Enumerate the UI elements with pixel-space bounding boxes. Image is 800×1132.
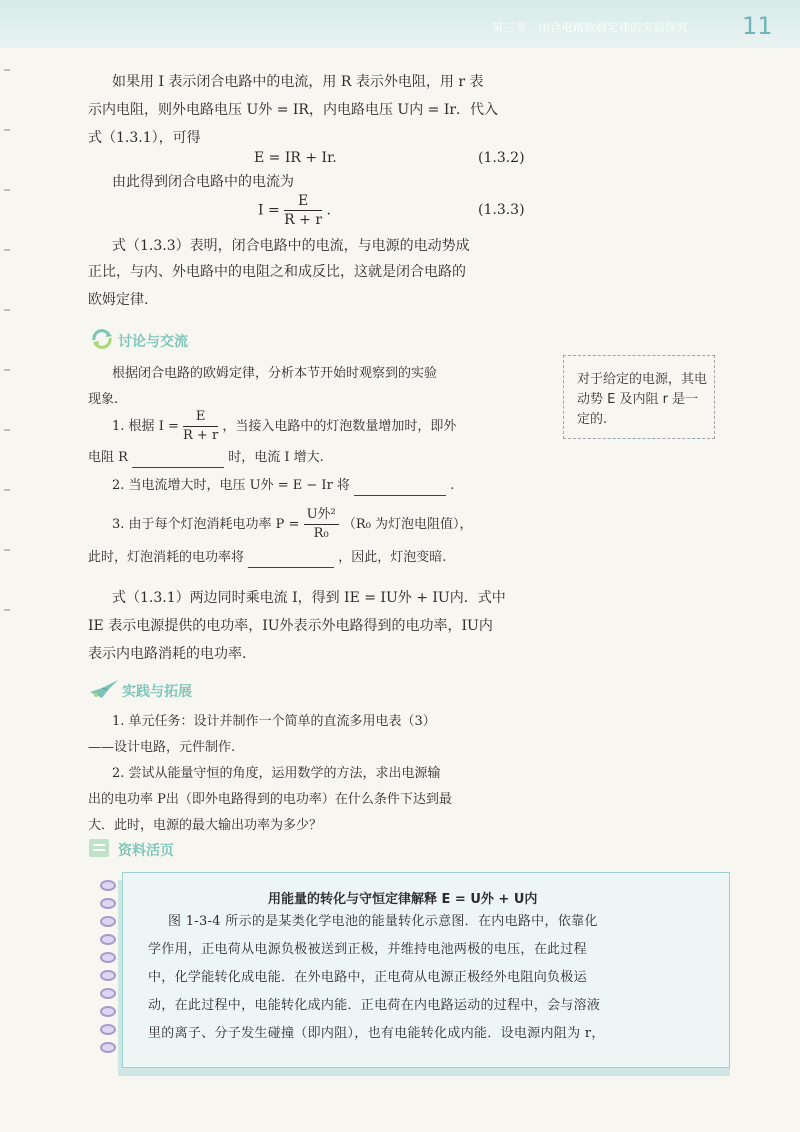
spiral-ring bbox=[100, 1042, 116, 1053]
spiral-ring bbox=[100, 934, 116, 945]
question-1-denominator: R + r bbox=[183, 428, 219, 443]
answer-blank-3[interactable] bbox=[248, 551, 334, 568]
question-2 bbox=[112, 476, 454, 496]
spiral-ring bbox=[100, 898, 116, 909]
resources-title: 资料活页 bbox=[118, 843, 174, 859]
margin-ticks bbox=[4, 60, 10, 620]
spiral-ring bbox=[100, 1006, 116, 1017]
equation-tail: . bbox=[326, 202, 331, 219]
question-3-suffix: （R₀ 为灯泡电阻值）， bbox=[342, 517, 473, 532]
spiral-ring bbox=[100, 880, 116, 891]
section-title: 闭合电路欧姆定律的实验探究 bbox=[538, 21, 688, 34]
info-box-line-1: 图 1-3-4 所示的是某类化学电池的能量转化示意图．在内电路中，依靠化 bbox=[168, 914, 598, 929]
intro-line-6: 正比，与内、外电路中的电阻之和成反比，这就是闭合电路的 bbox=[88, 264, 466, 280]
spiral-ring bbox=[100, 988, 116, 999]
info-box-line-5: 里的离子、分子发生碰撞（即内阻），也有电能转化成内能．设电源内阻为 r， bbox=[148, 1026, 605, 1041]
practice-item-2a: 2. 尝试从能量守恒的角度，运用数学的方法，求出电源输 bbox=[112, 766, 441, 781]
question-3b-prefix: 此时，灯泡消耗的电功率将 bbox=[88, 550, 245, 565]
equation-number-1-3-2: (1.3.2) bbox=[478, 150, 525, 166]
discussion-intro-b: 现象. bbox=[88, 392, 119, 407]
question-3-fraction bbox=[304, 506, 339, 543]
power-line-3: 表示内电路消耗的电功率. bbox=[88, 646, 247, 662]
question-3-numerator: U外² bbox=[304, 506, 339, 525]
question-1b-suffix: 时，电流 I 增大. bbox=[228, 450, 324, 465]
power-line-1: 式（1.3.1）两边同时乘电流 I，得到 IE = IU外 + IU内．式中 bbox=[112, 590, 506, 606]
question-1b-prefix: 电阻 R bbox=[88, 450, 128, 465]
question-3 bbox=[112, 506, 473, 543]
spiral-ring bbox=[100, 952, 116, 963]
question-1-fraction bbox=[183, 408, 218, 445]
sidenote-text: 对于给定的电源，其电动势 E 及内阻 r 是一定的. bbox=[577, 372, 708, 427]
info-box-line-2: 学作用，正电荷从电源负极被送到正极，并维持电池两极的电压，在此过程 bbox=[148, 942, 587, 957]
question-3b-suffix: ，因此，灯泡变暗. bbox=[338, 550, 447, 565]
question-2-prefix: 2. 当电流增大时，电压 U外 = E − Ir 将 bbox=[112, 478, 350, 493]
question-1-line-2 bbox=[88, 448, 324, 468]
fraction-denominator: R + r bbox=[284, 212, 323, 228]
intro-line-7: 欧姆定律. bbox=[88, 292, 149, 308]
spiral-ring bbox=[100, 1024, 116, 1035]
practice-item-2c: 大．此时，电源的最大输出功率为多少？ bbox=[88, 818, 323, 833]
intro-line-5: 式（1.3.3）表明，闭合电路中的电流，与电源的电动势成 bbox=[112, 238, 470, 254]
question-1 bbox=[112, 408, 456, 445]
question-3-denominator: R₀ bbox=[313, 526, 329, 541]
question-1-numerator: E bbox=[183, 408, 218, 427]
equation-number-1-3-3: (1.3.3) bbox=[478, 202, 525, 218]
intro-line-2: 示内电阻，则外电路电压 U外 = IR，内电路电压 U内 = Ir．代入 bbox=[88, 102, 499, 118]
spiral-binding bbox=[100, 880, 136, 1060]
practice-icon bbox=[88, 678, 120, 700]
answer-blank-1[interactable] bbox=[132, 451, 224, 468]
fraction bbox=[284, 192, 322, 229]
page-number: 11 bbox=[742, 12, 773, 40]
question-1-suffix: ，当接入电路中的灯泡数量增加时，即外 bbox=[222, 419, 457, 434]
practice-item-1b: ——设计电路，元件制作. bbox=[88, 740, 236, 755]
answer-blank-2[interactable] bbox=[354, 479, 446, 496]
spiral-ring bbox=[100, 970, 116, 981]
discussion-icon bbox=[90, 328, 116, 350]
practice-item-2b: 出的电功率 P出（即外电路得到的电功率）在什么条件下达到最 bbox=[88, 792, 452, 807]
intro-line-4: 由此得到闭合电路中的电流为 bbox=[112, 174, 294, 190]
info-box-line-4: 动，在此过程中，电能转化成内能．正电荷在内电路运动的过程中，会与溶液 bbox=[148, 998, 601, 1013]
spiral-ring bbox=[100, 916, 116, 927]
practice-title: 实践与拓展 bbox=[122, 684, 192, 700]
section-label: 第三节 bbox=[492, 21, 527, 34]
fraction-numerator: E bbox=[284, 192, 322, 211]
discussion-intro-a: 根据闭合电路的欧姆定律，分析本节开始时观察到的实验 bbox=[112, 366, 438, 381]
question-1-prefix: 1. 根据 bbox=[112, 419, 155, 434]
equation-lhs: I = bbox=[258, 202, 280, 219]
question-3-prefix: 3. 由于每个灯泡消耗电功率 P = bbox=[112, 517, 300, 532]
practice-item-1a: 1. 单元任务：设计并制作一个简单的直流多用电表（3） bbox=[112, 714, 436, 729]
equation-1-3-3 bbox=[258, 192, 331, 229]
equation-1-3-2: E = IR + Ir. bbox=[254, 150, 337, 166]
power-line-2: IE 表示电源提供的电功率，IU外表示外电路得到的电功率，IU内 bbox=[88, 618, 493, 634]
discussion-title: 讨论与交流 bbox=[118, 334, 188, 350]
info-box-line-3: 中，化学能转化成电能．在外电路中，正电荷从电源正极经外电阻向负极运 bbox=[148, 970, 587, 985]
intro-line-1: 如果用 I 表示闭合电路中的电流，用 R 表示外电阻，用 r 表 bbox=[112, 74, 484, 90]
notebook-icon bbox=[88, 838, 110, 858]
question-3-line-2 bbox=[88, 548, 446, 568]
running-header bbox=[492, 19, 688, 35]
intro-line-3: 式（1.3.1），可得 bbox=[88, 130, 201, 146]
question-1-lhs: I = bbox=[158, 419, 179, 434]
info-box-title: 用能量的转化与守恒定律解释 E = U外 + U内 bbox=[268, 892, 538, 907]
question-2-suffix: . bbox=[450, 478, 455, 493]
